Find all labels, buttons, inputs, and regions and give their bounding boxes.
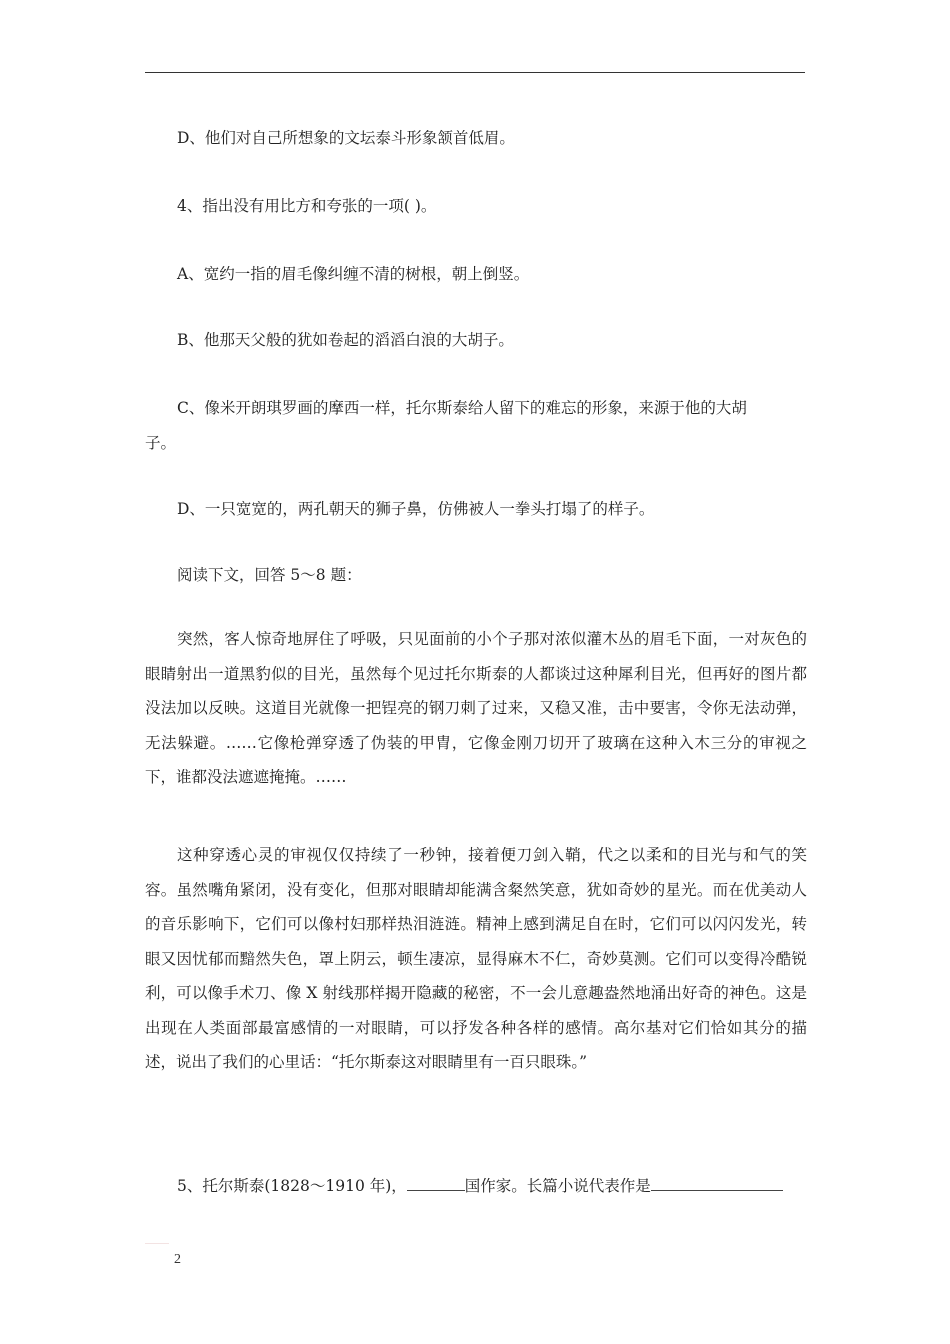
q5-text-part2: 国作家。长篇小说代表作是 <box>464 1177 651 1195</box>
q4-option-d: D、一只宽宽的，两孔朝天的狮子鼻，仿佛被人一拳头打塌了的样子。 <box>177 500 655 518</box>
q5-blank-country[interactable] <box>407 1172 465 1191</box>
q4-option-a: A、宽约一指的眉毛像纠缠不清的树根，朝上倒竖。 <box>177 265 530 283</box>
q4-option-c-line1: C、像米开朗琪罗画的摩西一样，托尔斯泰给人留下的难忘的形象，来源于他的大胡 <box>177 399 747 417</box>
reading-intro: 阅读下文，回答 5～8 题： <box>177 566 362 584</box>
header-rule <box>145 72 805 73</box>
q4-option-b: B、他那天父般的犹如卷起的滔滔白浪的大胡子。 <box>177 331 514 349</box>
q5-blank-novel[interactable] <box>651 1172 783 1191</box>
passage-paragraph-2: 这种穿透心灵的审视仅仅持续了一秒钟，接着便刀剑入鞘，代之以柔和的目光与和气的笑容。虽然嘴角紧闭，没有变化，但那对眼睛却能满含粲然笑意，犹如奇妙的星光。而在优美动人的音乐影响下，它们可以像村妇那样热泪涟涟。精神上感到满足自在时，它们可以闪闪发光，转眼又因忧郁而黯然失色，罩上阴云，顿生凄凉，显得麻木不仁，奇妙莫测。它们可以变得冷酷锐利，可以像手术刀、像 X 射线那样揭开隐藏的秘密，不一会儿意趣盎然地涌出好奇的神色。这是出现在人类面部最富感情的一对眼睛，可以抒发各种各样的感情。高尔基对它们恰如其分的描述，说出了我们的心里话：“托尔斯泰这对眼睛里有一百只眼珠。” <box>145 846 807 1071</box>
footer-mark <box>145 1243 169 1244</box>
q4-stem: 4、指出没有用比方和夸张的一项( )。 <box>177 197 437 215</box>
q5-text-part1: 5、托尔斯泰(1828～1910 年)， <box>177 1177 407 1195</box>
q3-option-d: D、他们对自己所想象的文坛泰斗形象颔首低眉。 <box>177 129 515 147</box>
passage-paragraph-1: 突然，客人惊奇地屏住了呼吸，只见面前的小个子那对浓似灌木丛的眉毛下面，一对灰色的眼睛射出一道黑豹似的目光，虽然每个见过托尔斯泰的人都谈过这种犀利目光，但再好的图片都没法加以反映。这道目光就像一把锃亮的钢刀刺了过来，又稳又准，击中要害，令你无法动弹，无法躲避。……它像枪弹穿透了伪装的甲胄，它像金刚刀切开了玻璃在这种入木三分的审视之下，谁都没法遮遮掩掩。…… <box>145 630 807 786</box>
q5-question <box>177 1172 783 1196</box>
page-number: 2 <box>174 1252 181 1267</box>
q4-option-c-line2: 子。 <box>145 434 177 452</box>
